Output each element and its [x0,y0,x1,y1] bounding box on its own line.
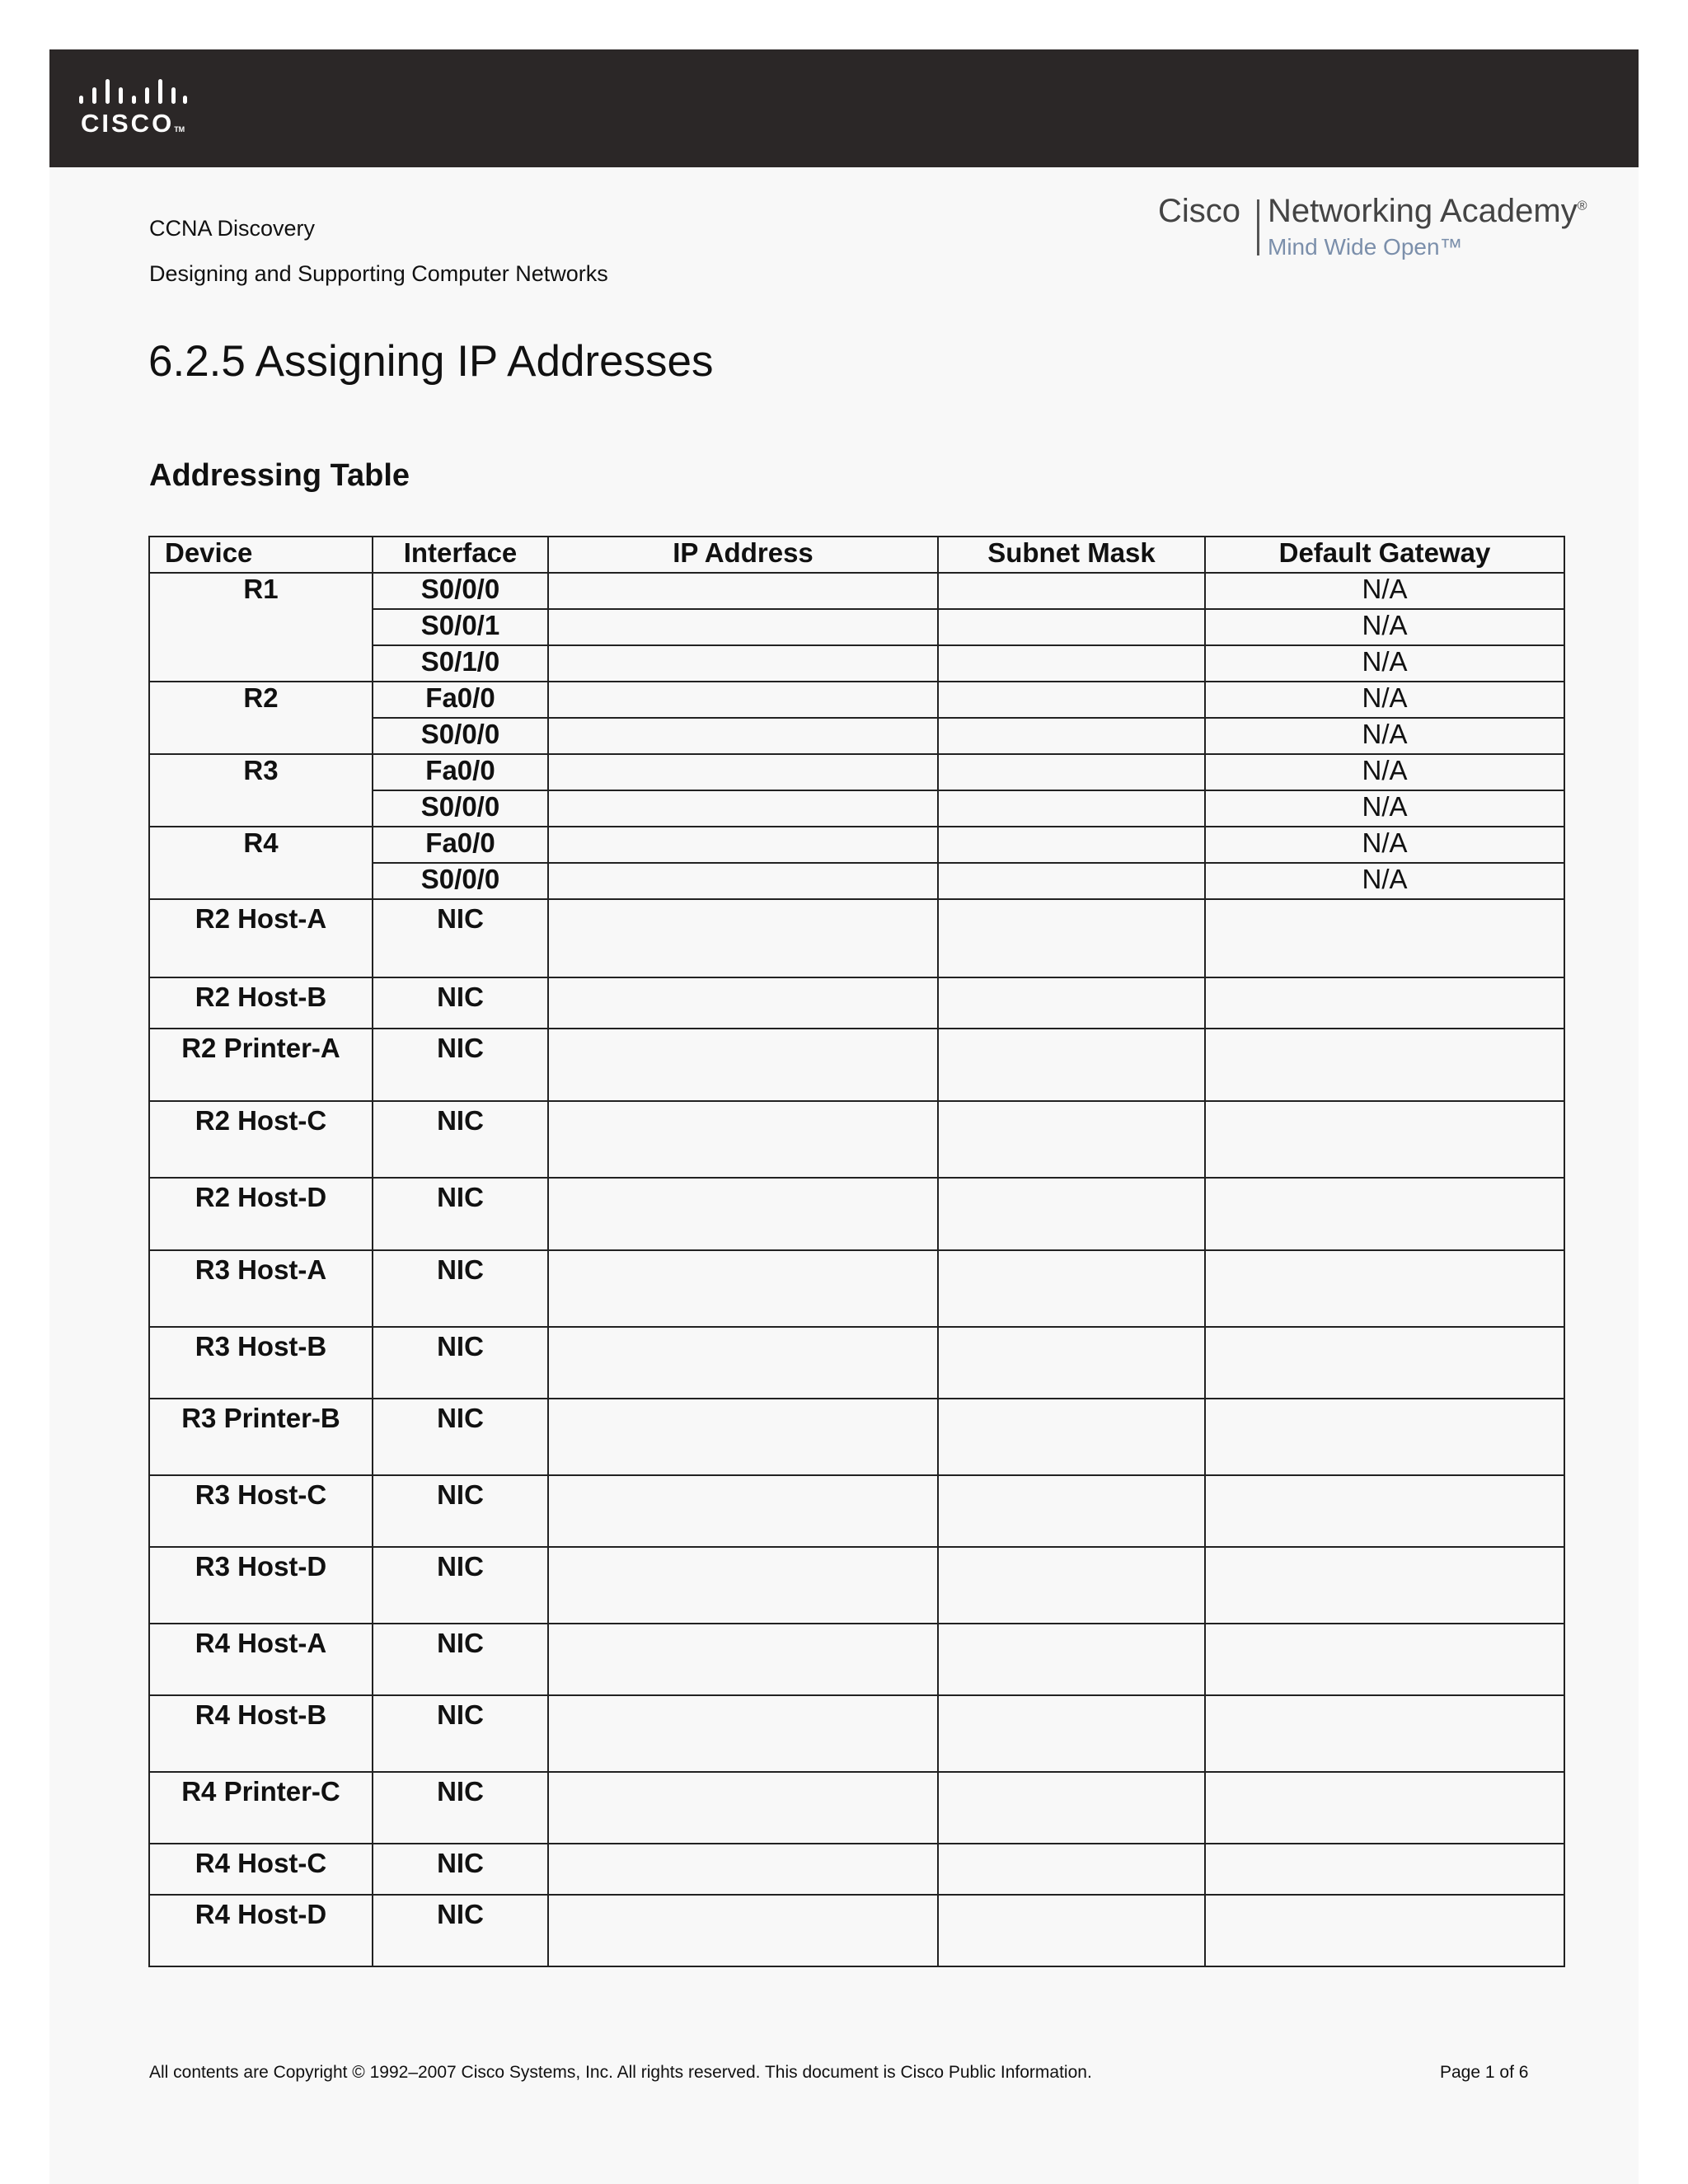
gateway-cell: N/A [1205,790,1564,827]
interface-cell: Fa0/0 [373,682,548,718]
academy-cisco-text: Cisco [1158,193,1241,229]
ip-address-cell [548,977,938,1029]
cisco-logo [77,79,193,145]
interface-cell: S0/0/0 [373,790,548,827]
ip-address-cell [548,1475,938,1547]
interface-cell: NIC [373,977,548,1029]
subnet-mask-cell [938,1029,1205,1101]
page-title: 6.2.5 Assigning IP Addresses [148,337,714,386]
ip-address-cell [548,790,938,827]
interface-cell: NIC [373,1250,548,1327]
interface-cell: NIC [373,1895,548,1966]
subnet-mask-cell [938,609,1205,645]
device-cell: R3 Host-D [149,1547,373,1624]
device-cell: R1 [149,573,373,609]
gateway-cell [1205,1844,1564,1895]
gateway-cell: N/A [1205,863,1564,899]
subnet-mask-cell [938,682,1205,718]
interface-cell: S0/0/0 [373,718,548,754]
ip-address-cell [548,1624,938,1695]
device-cell: R4 Printer-C [149,1772,373,1844]
gateway-cell [1205,1101,1564,1178]
device-cell [149,645,373,682]
interface-cell: NIC [373,1029,548,1101]
ip-address-cell [548,1029,938,1101]
subnet-mask-cell [938,863,1205,899]
subnet-mask-cell [938,827,1205,863]
gateway-cell: N/A [1205,718,1564,754]
interface-cell: NIC [373,1399,548,1475]
table-row [149,1547,1564,1624]
subnet-mask-cell [938,899,1205,977]
ip-address-cell [548,1772,938,1844]
table-row [149,682,1564,718]
interface-cell: NIC [373,1695,548,1772]
device-cell: R2 Printer-A [149,1029,373,1101]
table-row [149,1624,1564,1695]
gateway-cell: N/A [1205,573,1564,609]
ip-address-cell [548,1101,938,1178]
gateway-cell [1205,1547,1564,1624]
table-row [149,1844,1564,1895]
table-row [149,1101,1564,1178]
table-row [149,1895,1564,1966]
subnet-mask-cell [938,977,1205,1029]
interface-cell: NIC [373,899,548,977]
ip-address-cell [548,1399,938,1475]
interface-cell: NIC [373,1547,548,1624]
section-heading: Addressing Table [149,458,410,493]
device-cell: R2 Host-D [149,1178,373,1250]
device-cell: R4 Host-A [149,1624,373,1695]
subnet-mask-cell [938,645,1205,682]
course-subtitle: Designing and Supporting Computer Networks [149,261,608,286]
subnet-mask-cell [938,1101,1205,1178]
device-cell: R2 Host-A [149,899,373,977]
ip-address-cell [548,645,938,682]
subnet-mask-cell [938,1624,1205,1695]
interface-cell: NIC [373,1475,548,1547]
ip-address-cell [548,682,938,718]
table-row [149,1029,1564,1101]
academy-tagline: Mind Wide Open™ [1268,234,1463,260]
table-row [149,790,1564,827]
interface-cell: NIC [373,1844,548,1895]
table-row [149,1475,1564,1547]
device-cell: R3 Printer-B [149,1399,373,1475]
device-cell: R4 [149,827,373,863]
interface-cell: S0/0/1 [373,609,548,645]
subnet-mask-cell [938,718,1205,754]
table-row [149,1399,1564,1475]
subnet-mask-cell [938,1178,1205,1250]
device-cell [149,609,373,645]
gateway-cell [1205,899,1564,977]
device-cell: R3 Host-A [149,1250,373,1327]
interface-cell: S0/1/0 [373,645,548,682]
device-cell: R3 Host-B [149,1327,373,1399]
ip-address-cell [548,1327,938,1399]
column-header: Interface [373,537,548,573]
networking-academy-logo [1158,193,1620,267]
subnet-mask-cell [938,1844,1205,1895]
gateway-cell [1205,1250,1564,1327]
table-row [149,899,1564,977]
table-header-row [149,537,1564,573]
device-cell: R2 [149,682,373,718]
device-cell: R3 Host-C [149,1475,373,1547]
ip-address-cell [548,1250,938,1327]
subnet-mask-cell [938,1695,1205,1772]
subnet-mask-cell [938,1547,1205,1624]
table-row [149,1327,1564,1399]
subnet-mask-cell [938,1895,1205,1966]
gateway-cell [1205,1399,1564,1475]
ip-address-cell [548,1178,938,1250]
column-header: Device [149,537,373,573]
ip-address-cell [548,573,938,609]
gateway-cell [1205,1772,1564,1844]
gateway-cell: N/A [1205,645,1564,682]
interface-cell: NIC [373,1772,548,1844]
cisco-wordmark: CISCOTM [81,109,185,138]
device-cell: R4 Host-C [149,1844,373,1895]
academy-name: Networking Academy® [1268,193,1587,229]
ip-address-cell [548,1547,938,1624]
table-row [149,718,1564,754]
gateway-cell [1205,1695,1564,1772]
interface-cell: NIC [373,1101,548,1178]
gateway-cell [1205,1327,1564,1399]
ip-address-cell [548,754,938,790]
table-row [149,1178,1564,1250]
table-row [149,609,1564,645]
gateway-cell [1205,1029,1564,1101]
table-row [149,1250,1564,1327]
gateway-cell [1205,1475,1564,1547]
logo-divider [1257,199,1259,255]
gateway-cell [1205,1895,1564,1966]
ip-address-cell [548,1844,938,1895]
table-row [149,1772,1564,1844]
ip-address-cell [548,827,938,863]
table-row [149,977,1564,1029]
subnet-mask-cell [938,790,1205,827]
ip-address-cell [548,718,938,754]
device-cell: R3 [149,754,373,790]
ip-address-cell [548,1695,938,1772]
table-row [149,573,1564,609]
device-cell: R4 Host-D [149,1895,373,1966]
ip-address-cell [548,609,938,645]
column-header: IP Address [548,537,938,573]
device-cell [149,790,373,827]
subnet-mask-cell [938,573,1205,609]
column-header: Default Gateway [1205,537,1564,573]
device-cell: R4 Host-B [149,1695,373,1772]
table-row [149,645,1564,682]
device-cell [149,863,373,899]
subnet-mask-cell [938,1327,1205,1399]
device-cell: R2 Host-B [149,977,373,1029]
ip-address-cell [548,863,938,899]
page-number: Page 1 of 6 [1440,2063,1529,2082]
column-header: Subnet Mask [938,537,1205,573]
gateway-cell [1205,1624,1564,1695]
subnet-mask-cell [938,754,1205,790]
copyright-footer: All contents are Copyright © 1992–2007 Cisco Systems, Inc. All rights reserved. This document is Cisco Public Information. [149,2063,1092,2082]
interface-cell: NIC [373,1327,548,1399]
subnet-mask-cell [938,1475,1205,1547]
gateway-cell [1205,977,1564,1029]
device-cell [149,718,373,754]
device-cell: R2 Host-C [149,1101,373,1178]
course-name: CCNA Discovery [149,216,316,241]
table-row [149,863,1564,899]
interface-cell: S0/0/0 [373,863,548,899]
table-row [149,1695,1564,1772]
gateway-cell: N/A [1205,754,1564,790]
cisco-bars-icon [77,79,188,107]
table-row [149,754,1564,790]
interface-cell: Fa0/0 [373,827,548,863]
subnet-mask-cell [938,1399,1205,1475]
interface-cell: S0/0/0 [373,573,548,609]
subnet-mask-cell [938,1250,1205,1327]
subnet-mask-cell [938,1772,1205,1844]
ip-address-cell [548,1895,938,1966]
interface-cell: Fa0/0 [373,754,548,790]
interface-cell: NIC [373,1624,548,1695]
brand-header-bar [49,49,1639,167]
table-row [149,827,1564,863]
gateway-cell: N/A [1205,682,1564,718]
addressing-table [148,536,1565,1967]
interface-cell: NIC [373,1178,548,1250]
ip-address-cell [548,899,938,977]
gateway-cell: N/A [1205,609,1564,645]
gateway-cell [1205,1178,1564,1250]
gateway-cell: N/A [1205,827,1564,863]
